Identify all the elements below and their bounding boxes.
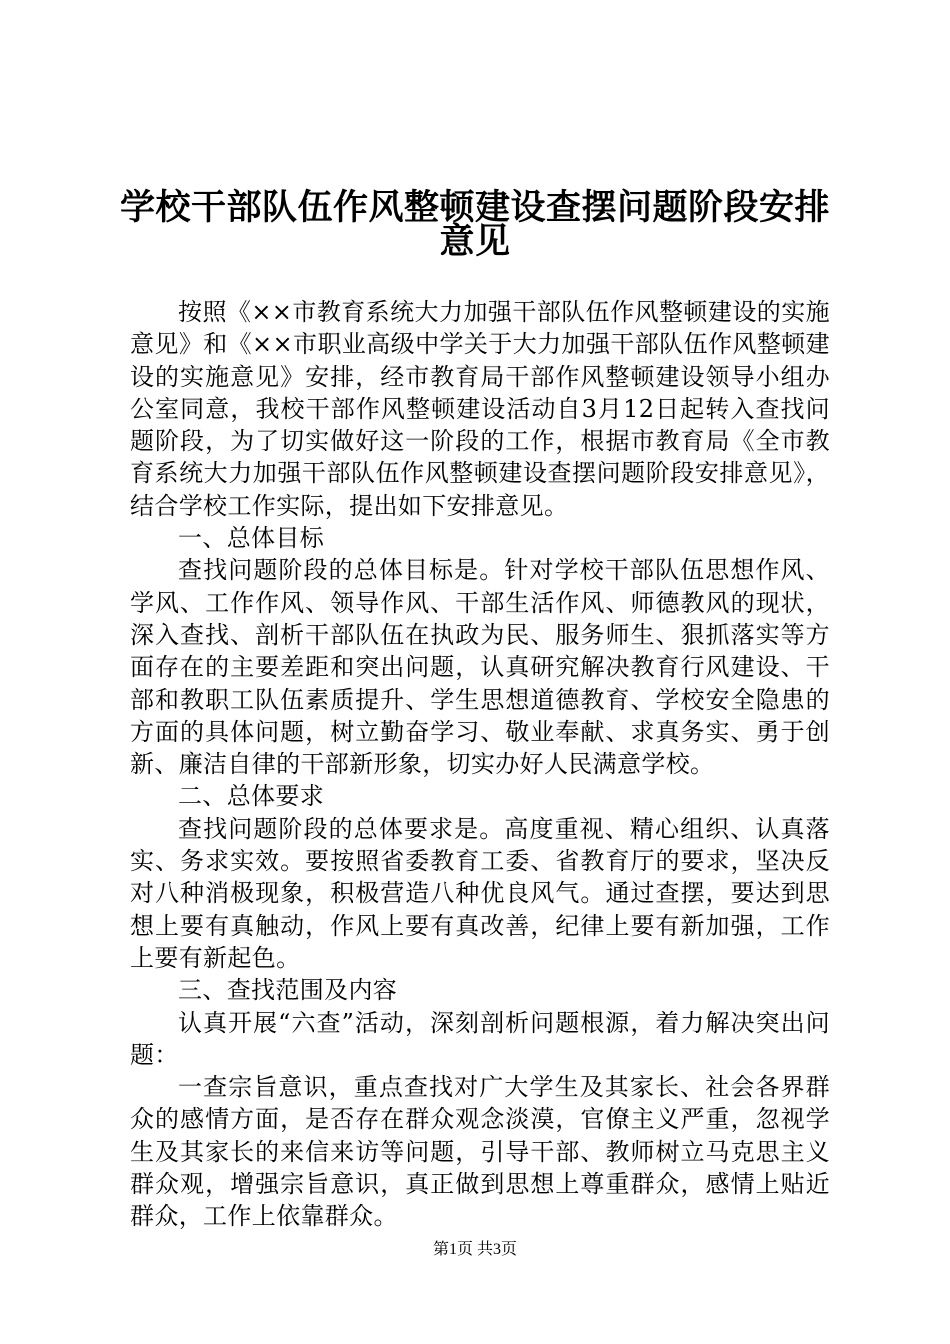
- section-heading-scope-and-content: 三、查找范围及内容: [178, 976, 398, 1005]
- page-number-footer: 第1页 共3页: [432, 1241, 517, 1258]
- intro-paragraph: 按照《××市教育系统大力加强干部队伍作风整顿建设的实施意见》和《××市职业高级中学关于大力加强干部队伍作风整顿建设的实施意见》安排，经市教育局干部作风整顿建设领导小组办公室同意，我校干部作风整顿建设活动自3月12日起转入查找问题阶段，为了切实做好这一阶段的工作，根据市教育局《全市教育系统大力加强干部队伍作风整顿建设查摆问题阶段安排意见》，结合学校工作实际，提出如下安排意见。: [130, 298, 830, 520]
- six-checks-intro-paragraph: 认真开展“六查”活动，深刻剖析问题根源，着力解决突出问题：: [130, 1008, 830, 1069]
- document-title-line-2: 意见: [439, 221, 511, 262]
- document-title-line-1: 学校干部队伍作风整顿建设查摆问题阶段安排: [119, 187, 830, 228]
- section-heading-overall-requirements: 二、总体要求: [178, 782, 325, 811]
- section-heading-overall-goal: 一、总体目标: [178, 524, 325, 553]
- overall-requirements-paragraph: 查找问题阶段的总体要求是。高度重视、精心组织、认真落实、务求实效。要按照省委教育工委、省教育厅的要求，坚决反对八种消极现象，积极营造八种优良风气。通过查摆，要达到思想上要有真触动，作风上要有真改善，纪律上要有新加强，工作上要有新起色。: [130, 814, 830, 972]
- first-check-paragraph: 一查宗旨意识，重点查找对广大学生及其家长、社会各界群众的感情方面，是否存在群众观念淡漠，官僚主义严重，忽视学生及其家长的来信来访等问题，引导干部、教师树立马克思主义群众观，增强宗旨意识，真正做到思想上尊重群众，感情上贴近群众，工作上依靠群众。: [130, 1073, 830, 1231]
- document-body: [130, 296, 830, 1233]
- overall-goal-paragraph: 查找问题阶段的总体目标是。针对学校干部队伍思想作风、学风、工作作风、领导作风、干部生活作风、师德教风的现状，深入查找、剖析干部队伍在执政为民、服务师生、狠抓落实等方面存在的主要差距和突出问题，认真研究解决教育行风建设、干部和教职工队伍素质提升、学生思想道德教育、学校安全隐患的方面的具体问题，树立勤奋学习、敬业奉献、求真务实、勇于创新、廉洁自律的干部新形象，切实办好人民满意学校。: [130, 556, 830, 779]
